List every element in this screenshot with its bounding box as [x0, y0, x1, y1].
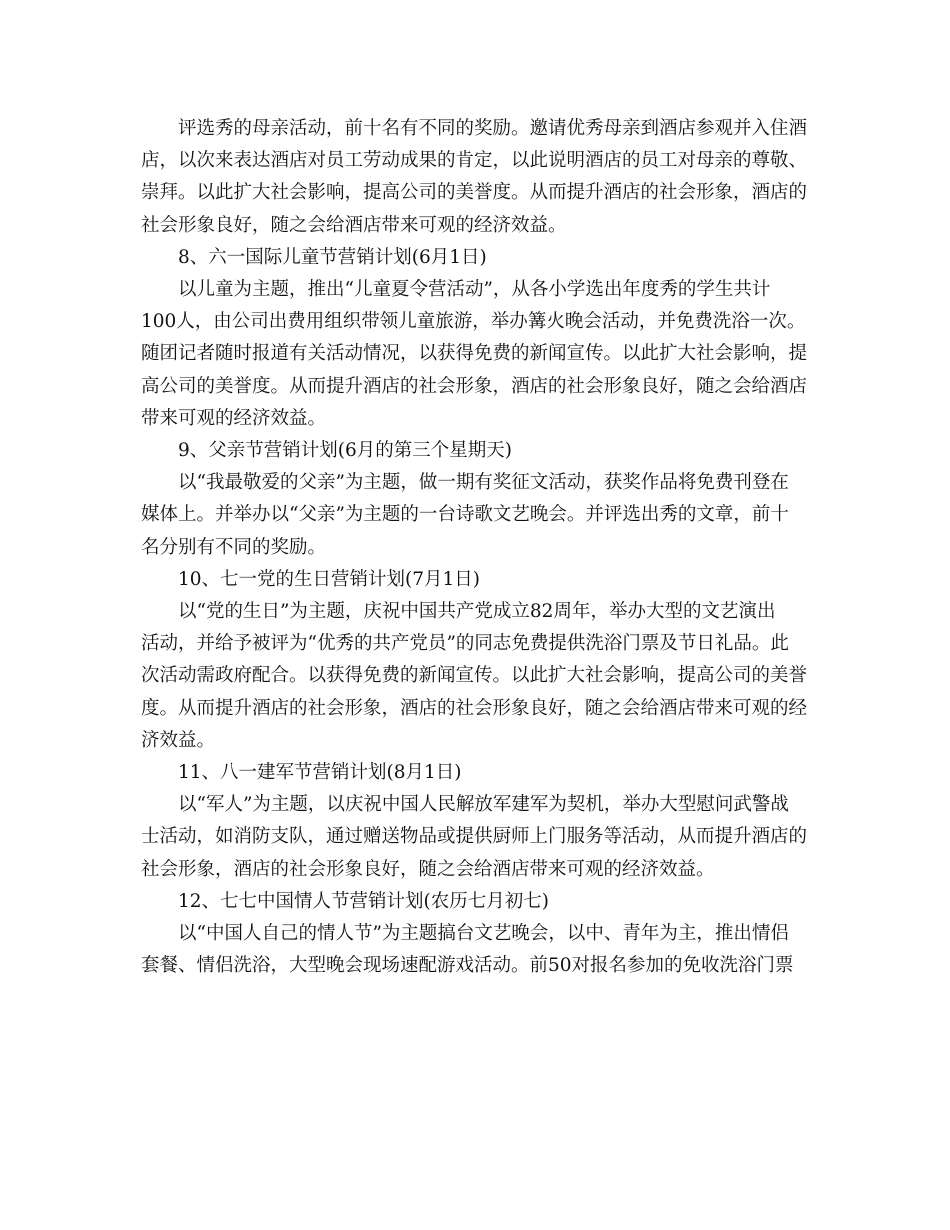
- paragraph-mother-activity: [141, 113, 813, 242]
- text-line: 以儿童为主题，推出“儿童夏令营活动”，从各小学选出年度秀的学生共计: [178, 279, 771, 301]
- text-line: 社会形象良好，随之会给酒店带来可观的经济效益。: [141, 214, 567, 236]
- paragraph-army-day: [141, 789, 813, 886]
- text-line: 带来可观的经济效益。: [141, 407, 327, 429]
- text-line: 活动，并给予被评为“优秀的共产党员”的同志免费提供洗浴门票及节日礼品。此: [141, 633, 789, 655]
- text-line: 以“中国人自己的情人节”为主题搞台文艺晚会，以中、青年为主，推出情侣: [178, 923, 789, 945]
- text-line: 以“军人”为主题，以庆祝中国人民解放军建军为契机，举办大型慰问武警战: [178, 794, 789, 816]
- text-line: 济效益。: [141, 729, 216, 751]
- heading-qixi: 12、七七中国情人节营销计划(农历七月初七): [178, 890, 549, 912]
- text-line: 高公司的美誉度。从而提升酒店的社会形象，酒店的社会形象良好，随之会给酒店: [141, 375, 808, 397]
- heading-fathers-day: 9、父亲节营销计划(6月的第三个星期天): [178, 440, 512, 462]
- text-line: 崇拜。以此扩大社会影响，提高公司的美誉度。从而提升酒店的社会形象，酒店的: [141, 182, 808, 204]
- heading-childrens-day: 8、六一国际儿童节营销计划(6月1日): [178, 246, 487, 268]
- text-line: 次活动需政府配合。以获得免费的新闻宣传。以此扩大社会影响，提高公司的美誉: [141, 665, 808, 687]
- text-line: 士活动，如消防支队，通过赠送物品或提供厨师上门服务等活动，从而提升酒店的: [141, 826, 808, 848]
- paragraph-party-birthday: [141, 596, 813, 757]
- text-line: 社会形象，酒店的社会形象良好，随之会给酒店带来可观的经济效益。: [141, 858, 715, 880]
- text-line: 100人，由公司出费用组织带领儿童旅游，举办篝火晚会活动，并免费洗浴一次。: [141, 311, 806, 333]
- text-line: 随团记者随时报道有关活动情况，以获得免费的新闻宣传。以此扩大社会影响，提: [141, 343, 808, 365]
- text-line: 度。从而提升酒店的社会形象，酒店的社会形象良好，随之会给酒店带来可观的经: [141, 697, 808, 719]
- paragraph-childrens-day: [141, 274, 813, 435]
- paragraph-fathers-day: [141, 467, 813, 564]
- text-line: 套餐、情侣洗浴，大型晚会现场速配游戏活动。前50对报名参加的免收洗浴门票: [141, 955, 794, 977]
- text-line: 媒体上。并举办以“父亲”为主题的一台诗歌文艺晚会。并评选出秀的文章，前十: [141, 504, 789, 526]
- paragraph-qixi: [141, 918, 813, 982]
- text-line: 店，以次来表达酒店对员工劳动成果的肯定，以此说明酒店的员工对母亲的尊敬、: [141, 150, 808, 172]
- document-body: [141, 113, 813, 982]
- text-line: 以“我最敬爱的父亲”为主题，做一期有奖征文活动，获奖作品将免费刊登在: [178, 472, 789, 494]
- heading-party-birthday: 10、七一党的生日营销计划(7月1日): [178, 568, 481, 590]
- text-line: 名分别有不同的奖励。: [141, 536, 327, 558]
- text-line: 评选秀的母亲活动，前十名有不同的奖励。邀请优秀母亲到酒店参观并入住酒: [178, 118, 808, 139]
- heading-army-day: 11、八一建军节营销计划(8月1日): [178, 762, 462, 784]
- text-line: 以“党的生日”为主题，庆祝中国共产党成立82周年，举办大型的文艺演出: [178, 601, 776, 623]
